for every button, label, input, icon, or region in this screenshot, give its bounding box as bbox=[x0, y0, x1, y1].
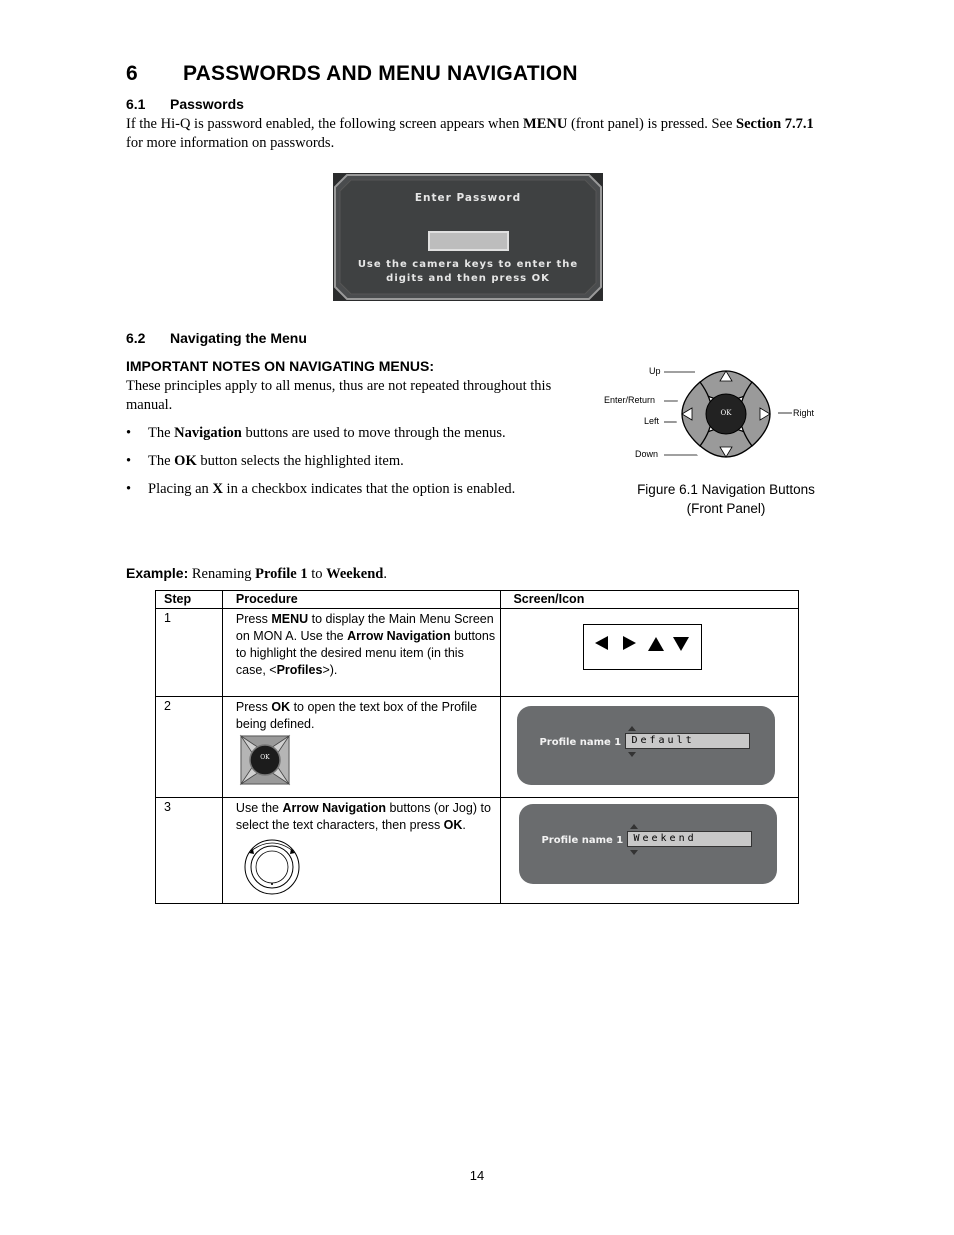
menu-keyword: MENU bbox=[523, 116, 568, 132]
text-run: The bbox=[148, 425, 175, 441]
up-label: Up bbox=[649, 366, 661, 376]
text-run: Press bbox=[235, 700, 272, 714]
caption-line: (Front Panel) bbox=[686, 501, 766, 516]
subsection-passwords-heading bbox=[126, 96, 244, 112]
notes-heading: IMPORTANT NOTES ON NAVIGATING MENUS: bbox=[126, 358, 434, 374]
ok-button-label: OK bbox=[720, 409, 732, 417]
enter-return-label: Enter/Return bbox=[604, 395, 656, 405]
text-run: . bbox=[383, 566, 387, 582]
figure-caption bbox=[600, 480, 852, 518]
text-run: >). bbox=[322, 663, 338, 677]
text-run: Press bbox=[235, 612, 272, 626]
text-run: to open the text box of the Profile being defined. bbox=[235, 700, 478, 731]
text-run: The bbox=[148, 453, 175, 469]
text-run: Arrow Navigation bbox=[282, 801, 386, 815]
example-label: Example: bbox=[126, 565, 189, 581]
procedure-text bbox=[236, 699, 501, 733]
screen-title: Enter Password bbox=[414, 192, 522, 204]
caption-line: Figure 6.1 Navigation Buttons bbox=[637, 482, 815, 497]
text-run: OK bbox=[174, 453, 197, 469]
example-from: Profile 1 bbox=[255, 566, 308, 582]
text-run: buttons to highlight the desired menu item (in this case, < bbox=[235, 629, 496, 677]
text-run: Arrow Navigation bbox=[347, 629, 451, 643]
text-run: Profiles bbox=[276, 663, 323, 677]
scroll-up-icon bbox=[630, 824, 638, 829]
subsection-navigating-heading bbox=[126, 330, 307, 346]
text-run: If the Hi-Q is password enabled, the following screen appears when bbox=[126, 116, 524, 132]
text-run: buttons are used to move through the menus. bbox=[241, 425, 506, 441]
subsection-title: Navigating the Menu bbox=[170, 330, 307, 346]
screen-cell bbox=[501, 697, 799, 798]
text-run: Navigation bbox=[174, 425, 242, 441]
list-item bbox=[126, 424, 596, 452]
text-run: buttons (or Jog) to select the text characters, then press bbox=[235, 801, 491, 832]
text-run: Placing an bbox=[148, 481, 213, 497]
text-run: for more information on passwords. bbox=[126, 135, 335, 151]
text-run: MENU bbox=[271, 612, 309, 626]
scroll-down-icon bbox=[628, 752, 636, 757]
intro-line: manual. bbox=[126, 397, 173, 413]
screen-cell bbox=[501, 609, 799, 697]
text-run: OK bbox=[271, 700, 291, 714]
screen-hint-line: digits and then press OK bbox=[386, 273, 550, 284]
profile-name-screen bbox=[519, 804, 777, 884]
steps-table bbox=[155, 590, 799, 904]
column-header: Screen/Icon bbox=[501, 591, 799, 609]
profile-name-field: Default bbox=[625, 733, 750, 749]
text-run: Use the bbox=[235, 801, 283, 815]
scroll-up-icon bbox=[628, 726, 636, 731]
column-header: Step bbox=[156, 591, 223, 609]
text-run: X bbox=[212, 481, 223, 497]
screen-hint-line: Use the camera keys to enter the bbox=[357, 259, 579, 270]
subsection-title: Passwords bbox=[170, 96, 244, 112]
list-item bbox=[126, 452, 596, 480]
jog-dial-graphic bbox=[241, 837, 303, 895]
jog-dial-icon bbox=[241, 837, 303, 895]
step-cell: 3 bbox=[156, 798, 223, 904]
section-heading bbox=[126, 62, 578, 86]
subsection-number: 6.2 bbox=[126, 330, 146, 346]
column-header: Procedure bbox=[222, 591, 501, 609]
procedure-cell bbox=[222, 697, 501, 798]
section-number: 6 bbox=[126, 62, 138, 85]
page-number: 14 bbox=[469, 1168, 485, 1183]
list-item bbox=[126, 480, 596, 508]
right-label: Right bbox=[793, 408, 815, 418]
table-row bbox=[156, 609, 799, 697]
text-run: . bbox=[462, 818, 466, 832]
step-cell: 1 bbox=[156, 609, 223, 697]
text-run: to display the Main Menu Screen on MON A. Use the bbox=[235, 612, 494, 643]
text-run: button selects the highlighted item. bbox=[196, 453, 404, 469]
ok-key-graphic bbox=[239, 734, 291, 786]
profile-name-field: Weekend bbox=[627, 831, 752, 847]
arrow-keys-box bbox=[583, 624, 702, 670]
password-screen bbox=[333, 173, 603, 301]
text-run: (front panel) is pressed. See bbox=[567, 116, 737, 132]
section-title: PASSWORDS AND MENU NAVIGATION bbox=[183, 62, 578, 85]
section-reference: Section 7.7.1 bbox=[736, 116, 814, 132]
arrow-keys-icon bbox=[584, 625, 701, 669]
profile-name-label: Profile name 1 bbox=[539, 737, 622, 748]
table-header-row bbox=[156, 591, 799, 609]
scroll-down-icon bbox=[630, 850, 638, 855]
profile-name-label: Profile name 1 bbox=[541, 835, 624, 846]
example-line bbox=[126, 564, 387, 584]
example-to: Weekend bbox=[326, 566, 384, 582]
text-run: OK bbox=[443, 818, 463, 832]
intro-line: These principles apply to all menus, thus are not repeated throughout this bbox=[126, 378, 552, 394]
procedure-cell bbox=[222, 609, 501, 697]
procedure-text bbox=[236, 800, 501, 834]
table-row bbox=[156, 697, 799, 798]
step-cell: 2 bbox=[156, 697, 223, 798]
ok-key-label: OK bbox=[260, 754, 270, 761]
passwords-paragraph bbox=[126, 115, 826, 153]
down-label: Down bbox=[635, 449, 659, 459]
screen-hint bbox=[333, 258, 603, 286]
text-run: to bbox=[307, 566, 327, 582]
notes-list bbox=[126, 424, 596, 508]
screen-cell bbox=[501, 798, 799, 904]
subsection-number: 6.1 bbox=[126, 96, 146, 112]
table-row bbox=[156, 798, 799, 904]
left-label: Left bbox=[644, 416, 660, 426]
profile-name-screen bbox=[517, 706, 775, 785]
text-run: Renaming bbox=[188, 566, 256, 582]
notes-intro bbox=[126, 377, 596, 415]
text-run: in a checkbox indicates that the option is enabled. bbox=[222, 481, 516, 497]
navigation-buttons-figure bbox=[600, 360, 830, 470]
procedure-cell bbox=[222, 798, 501, 904]
procedure-text bbox=[236, 611, 501, 679]
